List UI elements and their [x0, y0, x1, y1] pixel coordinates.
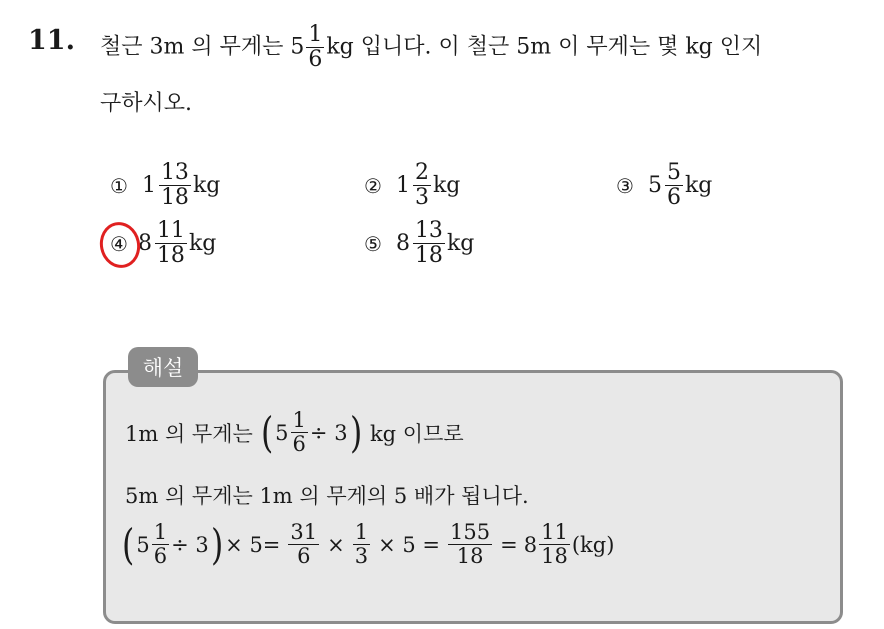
solution-whole: 5 — [275, 420, 289, 445]
open-paren: ( — [122, 519, 135, 569]
solution-text: 1m 의 무게는 — [125, 421, 253, 446]
fraction-numerator: 2 — [414, 160, 429, 185]
equation-whole: 5 — [136, 532, 150, 557]
fraction-denominator: 3 — [354, 544, 369, 568]
option-unit: kg — [684, 173, 713, 198]
option-whole: 5 — [647, 173, 662, 198]
option-unit: kg — [446, 231, 475, 256]
option-5[interactable] — [364, 220, 474, 267]
answer-fraction — [539, 522, 570, 567]
fraction-denominator: 3 — [414, 185, 429, 210]
fraction-denominator: 18 — [156, 243, 185, 268]
fraction-denominator: 18 — [541, 544, 568, 568]
solution-text-post: kg 이므로 — [369, 421, 464, 446]
equation-fraction-155-18 — [448, 522, 492, 567]
fraction-numerator: 1 — [354, 520, 369, 544]
option-fraction — [159, 162, 191, 209]
solution-line-3 — [120, 519, 615, 569]
equation-equals: = — [500, 532, 518, 557]
fraction-denominator: 18 — [160, 185, 189, 210]
answer-whole: 8 — [523, 532, 538, 557]
fraction-numerator: 11 — [541, 520, 568, 544]
option-3[interactable] — [616, 162, 712, 209]
fraction-denominator: 6 — [308, 47, 323, 72]
solution-division: ÷ 3 — [309, 420, 348, 445]
fraction-numerator: 31 — [290, 520, 318, 544]
equation-division: ÷ 3 — [171, 532, 209, 557]
equation-fraction-1-3 — [353, 522, 370, 567]
fraction-numerator: 155 — [450, 520, 491, 544]
solution-fraction — [291, 410, 308, 455]
fraction-numerator: 13 — [160, 160, 189, 185]
fraction-numerator: 13 — [414, 218, 443, 243]
option-fraction — [155, 220, 187, 267]
fraction-denominator: 18 — [414, 243, 443, 268]
option-number: ④ — [110, 231, 128, 256]
option-whole: 1 — [141, 173, 156, 198]
open-paren: ( — [260, 407, 274, 457]
fraction-numerator: 1 — [153, 520, 168, 544]
option-whole: 8 — [137, 231, 152, 256]
option-number: ② — [364, 173, 382, 198]
question-line-1 — [100, 24, 762, 71]
solution-label: 해설 — [128, 347, 198, 387]
equation-times: × 5= — [225, 532, 281, 557]
equation-fraction-31-6 — [288, 522, 319, 567]
fraction-denominator: 18 — [456, 544, 484, 568]
fraction-numerator: 1 — [308, 22, 323, 47]
option-unit: kg — [432, 173, 461, 198]
fraction-numerator: 11 — [156, 218, 185, 243]
close-paren: ) — [349, 407, 362, 457]
fraction-denominator: 6 — [297, 544, 311, 568]
option-number: ① — [110, 173, 128, 198]
question-text-part2: kg 입니다. 이 철근 5m 이 무게는 몇 kg 인지 — [326, 34, 763, 60]
fraction-numerator: 5 — [666, 160, 681, 185]
question-number: 11. — [28, 25, 75, 56]
option-number: ③ — [616, 173, 634, 198]
option-fraction — [413, 220, 445, 267]
option-whole: 8 — [395, 231, 410, 256]
option-fraction — [665, 162, 683, 209]
fraction-denominator: 6 — [292, 432, 306, 456]
option-fraction — [413, 162, 431, 209]
answer-unit: (kg) — [571, 532, 615, 557]
equation-times-sign: × — [327, 532, 345, 557]
equation-fraction — [152, 522, 169, 567]
question-fraction — [306, 24, 324, 71]
fraction-numerator: 1 — [292, 408, 306, 432]
close-paren: ) — [210, 519, 224, 569]
question-line-2: 구하시오. — [100, 91, 193, 116]
fraction-denominator: 6 — [153, 544, 168, 568]
option-unit: kg — [192, 173, 221, 198]
option-2[interactable] — [364, 162, 460, 209]
fraction-denominator: 6 — [666, 185, 681, 210]
equation-times-5: × 5 = — [378, 532, 441, 557]
option-whole: 1 — [395, 173, 410, 198]
option-unit: kg — [188, 231, 217, 256]
option-1[interactable] — [110, 162, 220, 209]
solution-line-2: 5m 의 무게는 1m 의 무게의 5 배가 됩니다. — [125, 484, 529, 508]
option-number: ⑤ — [364, 231, 382, 256]
solution-line-1 — [125, 407, 464, 457]
question-text-part1: 철근 3m 의 무게는 5 — [100, 34, 305, 60]
